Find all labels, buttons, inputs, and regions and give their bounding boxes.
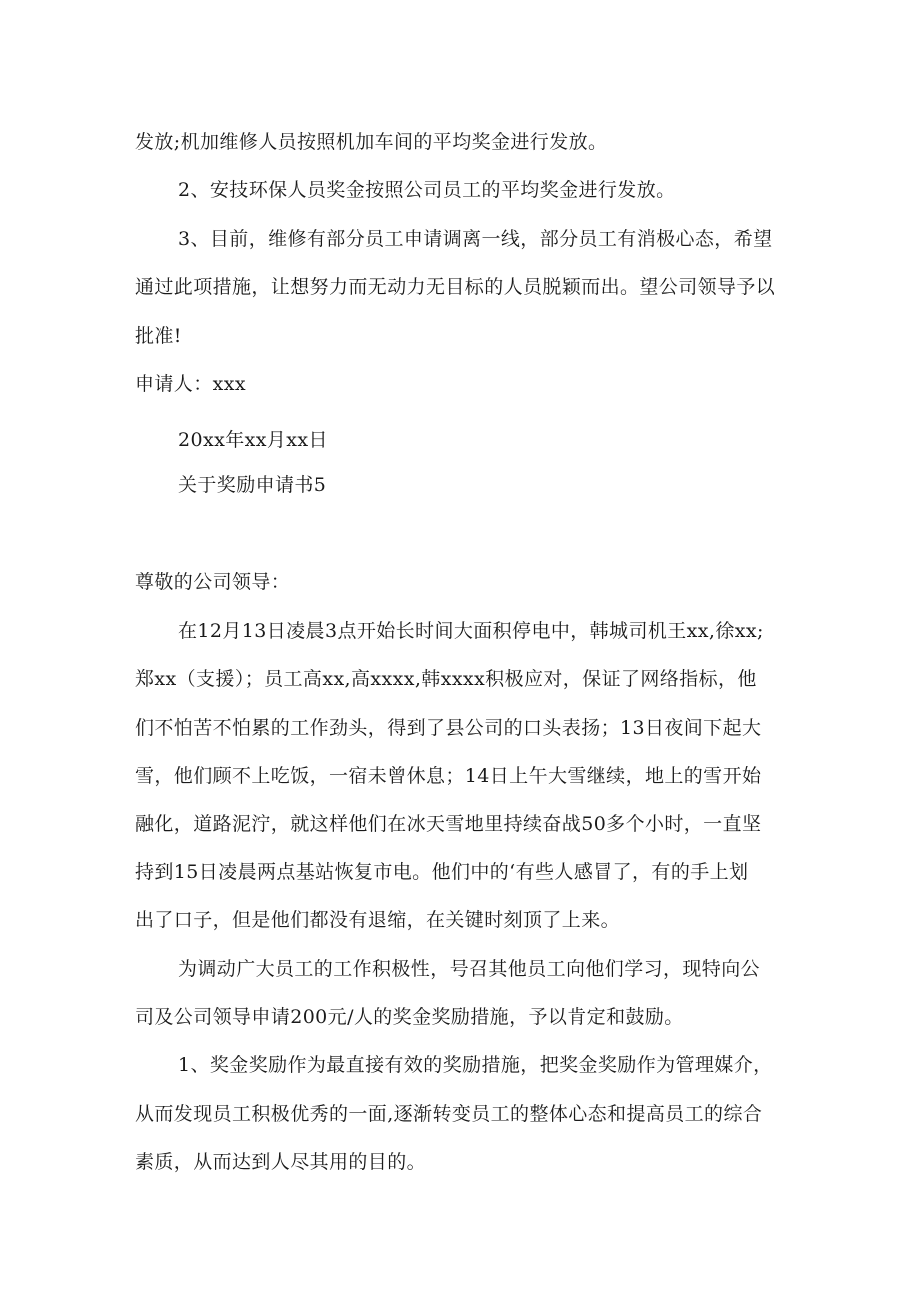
text-line: 持到15日凌晨两点基站恢复市电。他们中的‘有些人感冒了，有的手上划 [135, 861, 749, 883]
text-line: 郑xx（支援）；员工高xx,高xxxx,韩xxxx积极应对，保证了网络指标，他 [135, 668, 757, 690]
text-line: 们不怕苦不怕累的工作劲头，得到了县公司的口头表扬；13日夜间下起大 [135, 717, 762, 739]
section-title: 关于奖励申请书5 [178, 474, 327, 496]
text-line: 2、安技环保人员奖金按照公司员工的平均奖金进行发放。 [178, 179, 676, 201]
text-line: 素质，从而达到人尽其用的目的。 [135, 1151, 427, 1173]
text-line: 融化，道路泥泞，就这样他们在冰天雪地里持续奋战50多个小时，一直坚 [135, 813, 762, 835]
text-line: 1、奖金奖励作为最直接有效的奖励措施，把奖金奖励作为管理媒介， [178, 1054, 773, 1076]
text-line: 司及公司领导申请200元/人的奖金奖励措施，予以肯定和鼓励。 [135, 1006, 684, 1028]
text-line: 批准! [135, 325, 182, 347]
text-line: 为调动广大员工的工作积极性，号召其他员工向他们学习，现特向公 [178, 958, 761, 980]
text-line: 从而发现员工积极优秀的一面,逐渐转变员工的整体心态和提高员工的综合 [135, 1103, 763, 1125]
text-line: 3、目前，维修有部分员工申请调离一线，部分员工有消极心态，希望 [178, 228, 773, 250]
signature-line: 申请人：xxx [135, 373, 246, 395]
text-line: 出了口子，但是他们都没有退缩，在关键时刻顶了上来。 [135, 909, 621, 931]
text-line: 通过此项措施，让想努力而无动力无目标的人员脱颖而出。望公司领导予以 [135, 276, 776, 298]
text-line: 在12月13日凌晨3点开始长时间大面积停电中，韩城司机王xx,徐xx; [178, 620, 764, 642]
salutation: 尊敬的公司领导： [135, 571, 291, 593]
date-line: 20xx年xx月xx日 [178, 429, 328, 451]
text-line: 雪，他们顾不上吃饭，一宿未曾休息；14日上午大雪继续，地上的雪开始 [135, 765, 762, 787]
text-line: 发放;机加维修人员按照机加车间的平均奖金进行发放。 [135, 131, 608, 153]
